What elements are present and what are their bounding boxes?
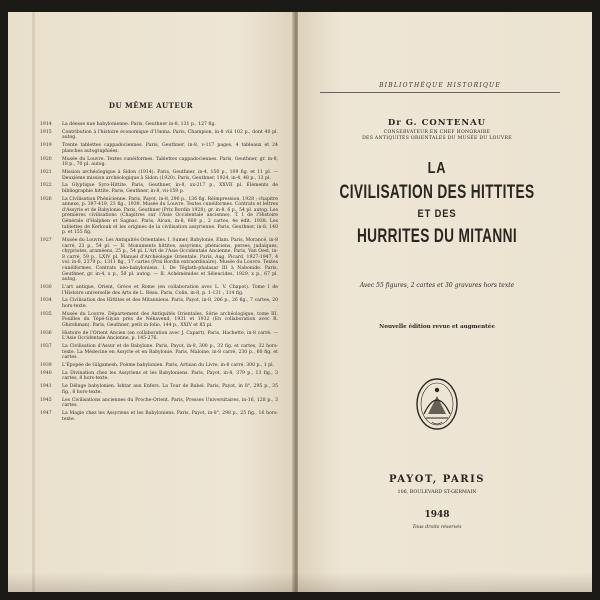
entry-text: La Civilisation des Hittites et des Mitanniens. Paris, Payot, in-8, 206 p., 26 fig., 7 cartes, 20 hors-texte. <box>62 298 278 309</box>
entry-year: 1941 <box>40 384 52 390</box>
entry-year: 1936 <box>40 330 52 336</box>
entry-year: 1937 <box>40 344 52 350</box>
bibliography-entry <box>40 363 278 369</box>
bibliography-entry <box>40 170 278 181</box>
bibliography-entry <box>40 398 278 409</box>
bibliography-entry <box>40 143 278 154</box>
bibliography-entry <box>40 344 278 361</box>
series-title: BIBLIOTHÈQUE HISTORIQUE <box>379 82 501 89</box>
series-header <box>310 82 570 93</box>
entry-text: Les Civilisations anciennes du Proche-Orient. Paris, Presses Universitaires, in-16, 128 p., 3 cartes. <box>62 397 278 409</box>
bibliography-entry <box>40 331 278 342</box>
publisher-emblem-icon <box>414 376 460 432</box>
illustrations-note: Avec 55 figures, 2 cartes et 30 gravures hors texte <box>359 282 515 289</box>
entry-text: L'art antique, Orient, Grèce et Rome (en collaboration avec L. V. Chapot). Tome I de l'Histoire universelle des Arts de L. Réau. Paris, Colin, in-8, p. 1-131 ; 114 fig. <box>62 284 278 296</box>
series-rule <box>320 92 560 93</box>
bibliography-entry <box>40 285 278 296</box>
entry-year: 1914 <box>40 122 52 127</box>
bibliography-entry <box>40 411 278 422</box>
bibliography-entry <box>40 371 278 382</box>
entry-text: Mission archéologique à Sidon (1914). Paris, Geuthner, in-4, 150 p., 109 fig. et 11 pl. — Deuxième mission archéologique à Sidon (1920). Paris, Geuthner, 1924, in-4, 48 p., 13 pl. <box>62 169 278 181</box>
bibliography-entry <box>40 183 278 194</box>
entry-year: 1945 <box>40 397 52 403</box>
entry-text: Musée du Louvre. Département des Antiquités Orientales. Série archéologique, tome III. Fouilles du Tépé-Giyan près de Néhavend, 1931 et 1932 (En collaboration avec R. Ghirshman). Paris, Geuthner, petit in-folio, 144 p., XXIV et 85 pl. <box>62 311 278 328</box>
entry-text: Musée du Louvre. Les Antiquités Orientales. I. Sumer, Babylonie, Elam. Paris, Morancé, in-8 carré, 23 p., 54 pl. — II. Monuments hittites, assyriens, phéniciens, perses, judaïques, chypriotes, araméens, 25 p., 54 pl. L'Art de l'Asie Occidentale Ancienne. Paris, Van Oest, in-8 carré, 59 p., LXIV pl. Manuel d'Archéologie Orientale. Paris, Aug. Picard, 1927-1947, 4 vol. in-8, 2379 p., 1311 fig., 17 cartes (Prix Bordin extraordinaire). Musée du Louvre. Textes cunéiformes. Contrats néo-babyloniens. I. De Téglath-phalasar III à Nabonide. Paris, Geuthner, gr. in-4, x p., 50 pl. autog. — II. Achéménides et Séleucides, 1929, x p., 67 pl. autog. <box>62 238 278 283</box>
title-et-des: ET DES <box>417 208 457 220</box>
title-page <box>298 12 592 592</box>
title-la: LA <box>427 160 447 177</box>
entry-text: La Divination chez les Assyriens et les Babyloniens. Paris, Payot, in-8, 379 p., 13 fig., 3 cartes, 8 hors-texte. <box>62 370 278 382</box>
entry-year: 1919 <box>40 143 52 149</box>
publication-year: 1948 <box>424 510 450 520</box>
entry-text: Musée du Louvre. Textes cunéiformes. Tablettes cappadociennes. Paris, Geuthner, gr. in-8, 18 p., 70 pl. autog. <box>62 156 278 168</box>
bibliography-entry <box>40 122 278 128</box>
bibliography-entry <box>40 298 278 309</box>
du-meme-auteur-heading: DU MÊME AUTEUR <box>108 101 194 110</box>
author-title-line: CONSERVATEUR EN CHEF HONORAIRE <box>383 130 491 135</box>
entry-year: 1934 <box>40 298 52 304</box>
title-line-1: CIVILISATION DES HITTITES <box>339 182 535 203</box>
entry-text: La Glyptique Syro-Hittite. Paris, Geuthner, in-8, xx-217 p., XXVII pl. Éléments de bibliographie hittite. Paris, Geuthner, in-8, vii-159 p. <box>62 183 278 194</box>
entry-year: 1915 <box>40 129 52 135</box>
author-titles <box>290 130 584 142</box>
entry-year: 1935 <box>40 311 52 317</box>
entry-year: 1930 <box>40 284 52 290</box>
entry-text: Contribution à l'histoire économique d'Umma. Paris, Champion, in-8 viii 102 p., dont 40 pl. autog. <box>62 129 278 141</box>
title-line-2: HURRITES DU MITANNI <box>356 226 518 247</box>
bibliography-list <box>40 122 278 424</box>
page-shadow <box>8 572 592 592</box>
entry-year: 1927 <box>40 238 52 243</box>
entry-year: 1926 <box>40 196 52 202</box>
rights-note: Tous droits réservés <box>412 525 462 530</box>
bibliography-entry <box>40 312 278 329</box>
bibliography-entry <box>40 130 278 141</box>
publisher-name: PAYOT, PARIS <box>389 474 485 485</box>
entry-text: L'Épopée de Gilgamesh. Poème babylonien. Paris, Artisan du Livre, in-8 carré, 300 p., 1 pl. <box>62 363 275 368</box>
publisher-address: 106, BOULEVARD ST-GERMAIN <box>397 490 477 495</box>
entry-text: Le Déluge babylonien. Ishtar aux Enfers. La Tour de Babel. Paris, Payot, in 8°, 295 p., 35 fig., 8 hors-texte. <box>62 384 278 395</box>
entry-year: 1940 <box>40 370 52 376</box>
entry-year: 1921 <box>40 169 52 175</box>
entry-text: La Magie chez les Assyriens et les Babyloniens. Paris, Payot, in-8°, 298 p., 25 fig., 16 hors-texte. <box>62 410 278 422</box>
entry-year: 1922 <box>40 183 52 189</box>
bibliography-entry <box>40 238 278 283</box>
entry-year: 1947 <box>40 410 52 416</box>
bibliography-entry <box>40 197 278 236</box>
page-edge <box>32 12 35 592</box>
entry-year: 1939 <box>40 363 52 368</box>
entry-text: Histoire de l'Orient Ancien (en collaboration avec J. Capart). Paris, Hachette, in-8 carré. — L'Asie Occidentale Ancienne, p. 145-276. <box>62 330 278 342</box>
author-title-line: DES ANTIQUITÉS ORIENTALES DU MUSÉE DU LOUVRE <box>362 135 512 141</box>
author-name: Dr G. CONTENAU <box>387 118 487 128</box>
edition-note: Nouvelle édition revue et augmentée <box>379 324 495 330</box>
entry-text: La déesse nue babylonienne. Paris, Geuthner in-8, 131 p., 127 fig. <box>62 122 216 127</box>
entry-year: 1920 <box>40 156 52 162</box>
bibliography-entry <box>40 384 278 395</box>
entry-text: La Civilisation d'Assur et de Babylone. Paris, Payot, in-8, 300 p., 32 fig. et cartes, 32 hors-texte. La Médecine en Assyrie et en Babylonie. Paris, Maloine, in-8 carré, 230 p., 60 fig. et cartes. <box>62 344 278 361</box>
entry-text: La Civilisation Phénicienne. Paris, Payot, in-8, 296 p., 136 fig. Réimpression, 1928 ; chapitre annexe, p. 397-419, 23 fig., 1939. Musée du Louvre. Textes cunéiformes. Contrats et lettres d'Assyrie et de Babylonie. Paris, Geuthner (Prix Bordin 1928), gr. in-8, 6 p., 54 pl. autog. Les premières civilisations (Chapitres sur l'Asie Occidentale ancienne). T. I de l'Histoire Générale d'Halphen et Sagnac. Paris, Alcan, in-8, 600 p., 2 cartes, 4e édit. 1938. Les tablettes de Kerkouk et les origines de la civilisation assyrienne. Paris, Geuthner, in-8, 140 p. et 155 fig. <box>62 196 279 236</box>
bibliography-entry <box>40 157 278 168</box>
entry-text: Trente tablettes cappadociennes. Paris, Geuthner, in-8, v-117 pages, 4 tableaux et 24 planches autographiées. <box>62 143 278 154</box>
